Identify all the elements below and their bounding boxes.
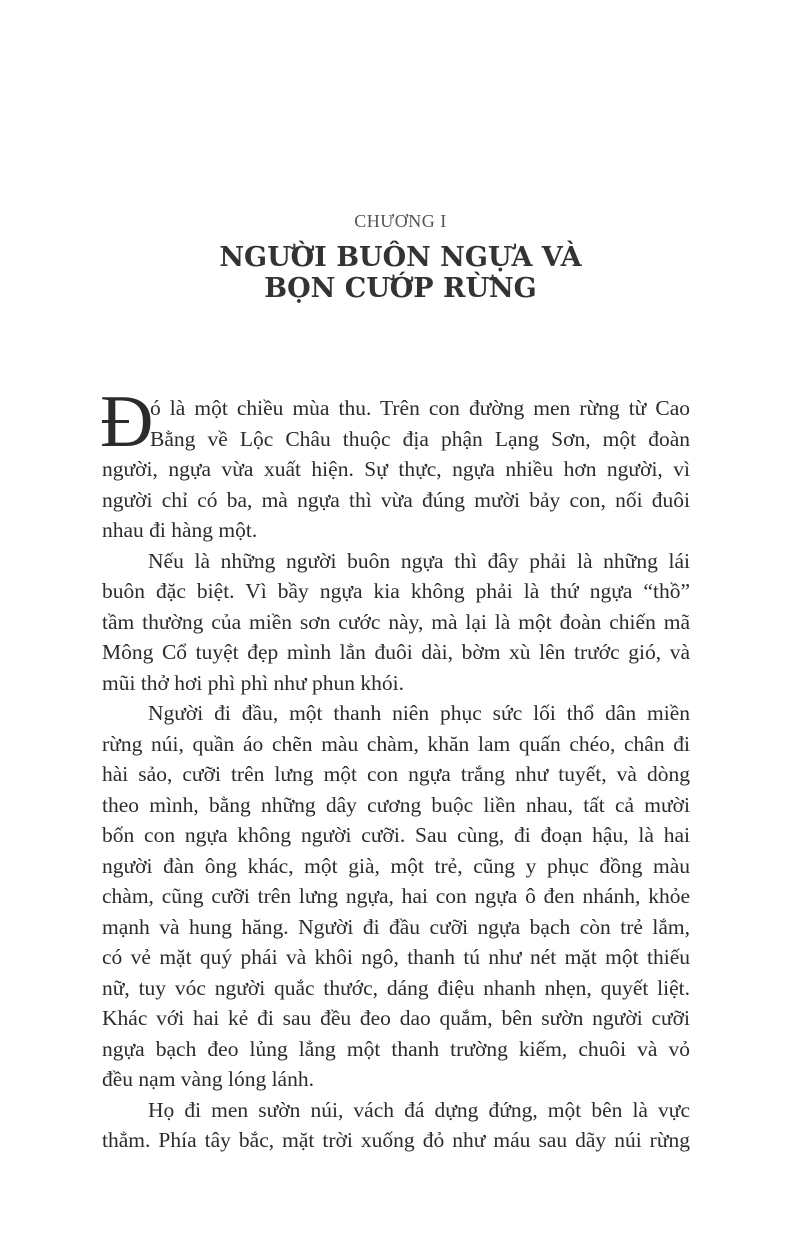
text-line: nữ, tuy vóc người quắc thước, dáng điệu nhanh nhẹn, quyết liệt. [102,975,690,1000]
text-line: thẳm. Phía tây bắc, mặt trời xuống đỏ như máu sau dãy núi rừng [102,1128,690,1152]
text-line: Nếu là những người buôn ngựa thì đây phải là những lái [148,548,690,573]
text-line: tầm thường của miền sơn cước này, mà lại là một đoàn chiến mã [102,609,690,634]
text-line: có vẻ mặt quý phái và khôi ngô, thanh tú như nét mặt một thiếu [102,945,690,969]
text-line: ngựa bạch đeo lủng lẳng một thanh trường kiếm, chuôi và vỏ [102,1036,690,1061]
text-line: đều nạm vàng lóng lánh. [102,1067,314,1091]
text-line: người đàn ông khác, một già, một trẻ, cũng y phục đồng màu [102,853,690,878]
text-line: Người đi đầu, một thanh niên phục sức lối thổ dân miền [148,701,690,725]
text-line: người, ngựa vừa xuất hiện. Sự thực, ngựa nhiều hơn người, vì [102,457,690,481]
text-line: Mông Cổ tuyệt đẹp mình lẳn đuôi dài, bờm xù lên trước gió, và [102,640,690,664]
text-line: mạnh và hung hăng. Người đi đầu cưỡi ngựa bạch còn trẻ lắm, [102,914,690,939]
text-line: mũi thở hơi phì phì như phun khói. [102,670,404,695]
body-text [100,381,690,1156]
text-line: hài sảo, cưỡi trên lưng một con ngựa trắng như tuyết, và dòng [102,762,690,786]
text-line: bốn con ngựa không người cưỡi. Sau cùng, đi đoạn hậu, là hai [102,823,690,847]
text-line: nhau đi hàng một. [102,518,258,542]
text-line: người chỉ có ba, mà ngựa thì vừa đúng mười bảy con, nối đuôi [102,487,690,512]
text-line: buôn đặc biệt. Vì bầy ngựa kia không phải là thứ ngựa “thồ” [102,579,690,603]
chapter-title-line: BỌN CƯỚP RỪNG [264,273,537,304]
text-line: chàm, cũng cưỡi trên lưng ngựa, hai con ngựa ô đen nhánh, khỏe [102,884,690,908]
chapter-title-line: NGƯỜI BUÔN NGỰA VÀ [219,242,582,273]
text-line: rừng núi, quần áo chẽn màu chàm, khăn lam quấn chéo, chân đi [102,731,690,756]
chapter-label: CHƯƠNG I [354,211,447,231]
text-line: Khác với hai kẻ đi sau đều đeo dao quắm, bên sườn người cưỡi [102,1006,690,1030]
text-line: Họ đi men sườn núi, vách đá dựng đứng, một bên là vực [148,1097,690,1122]
text-line: ó là một chiều mùa thu. Trên con đường men rừng từ Cao [150,396,690,420]
text-line: theo mình, bằng những dây cương buộc liền nhau, tất cả mười [102,792,690,817]
chapter-title [0,242,801,304]
drop-cap: Đ [100,381,154,463]
text-line: Bằng về Lộc Châu thuộc địa phận Lạng Sơn, một đoàn [150,426,690,451]
